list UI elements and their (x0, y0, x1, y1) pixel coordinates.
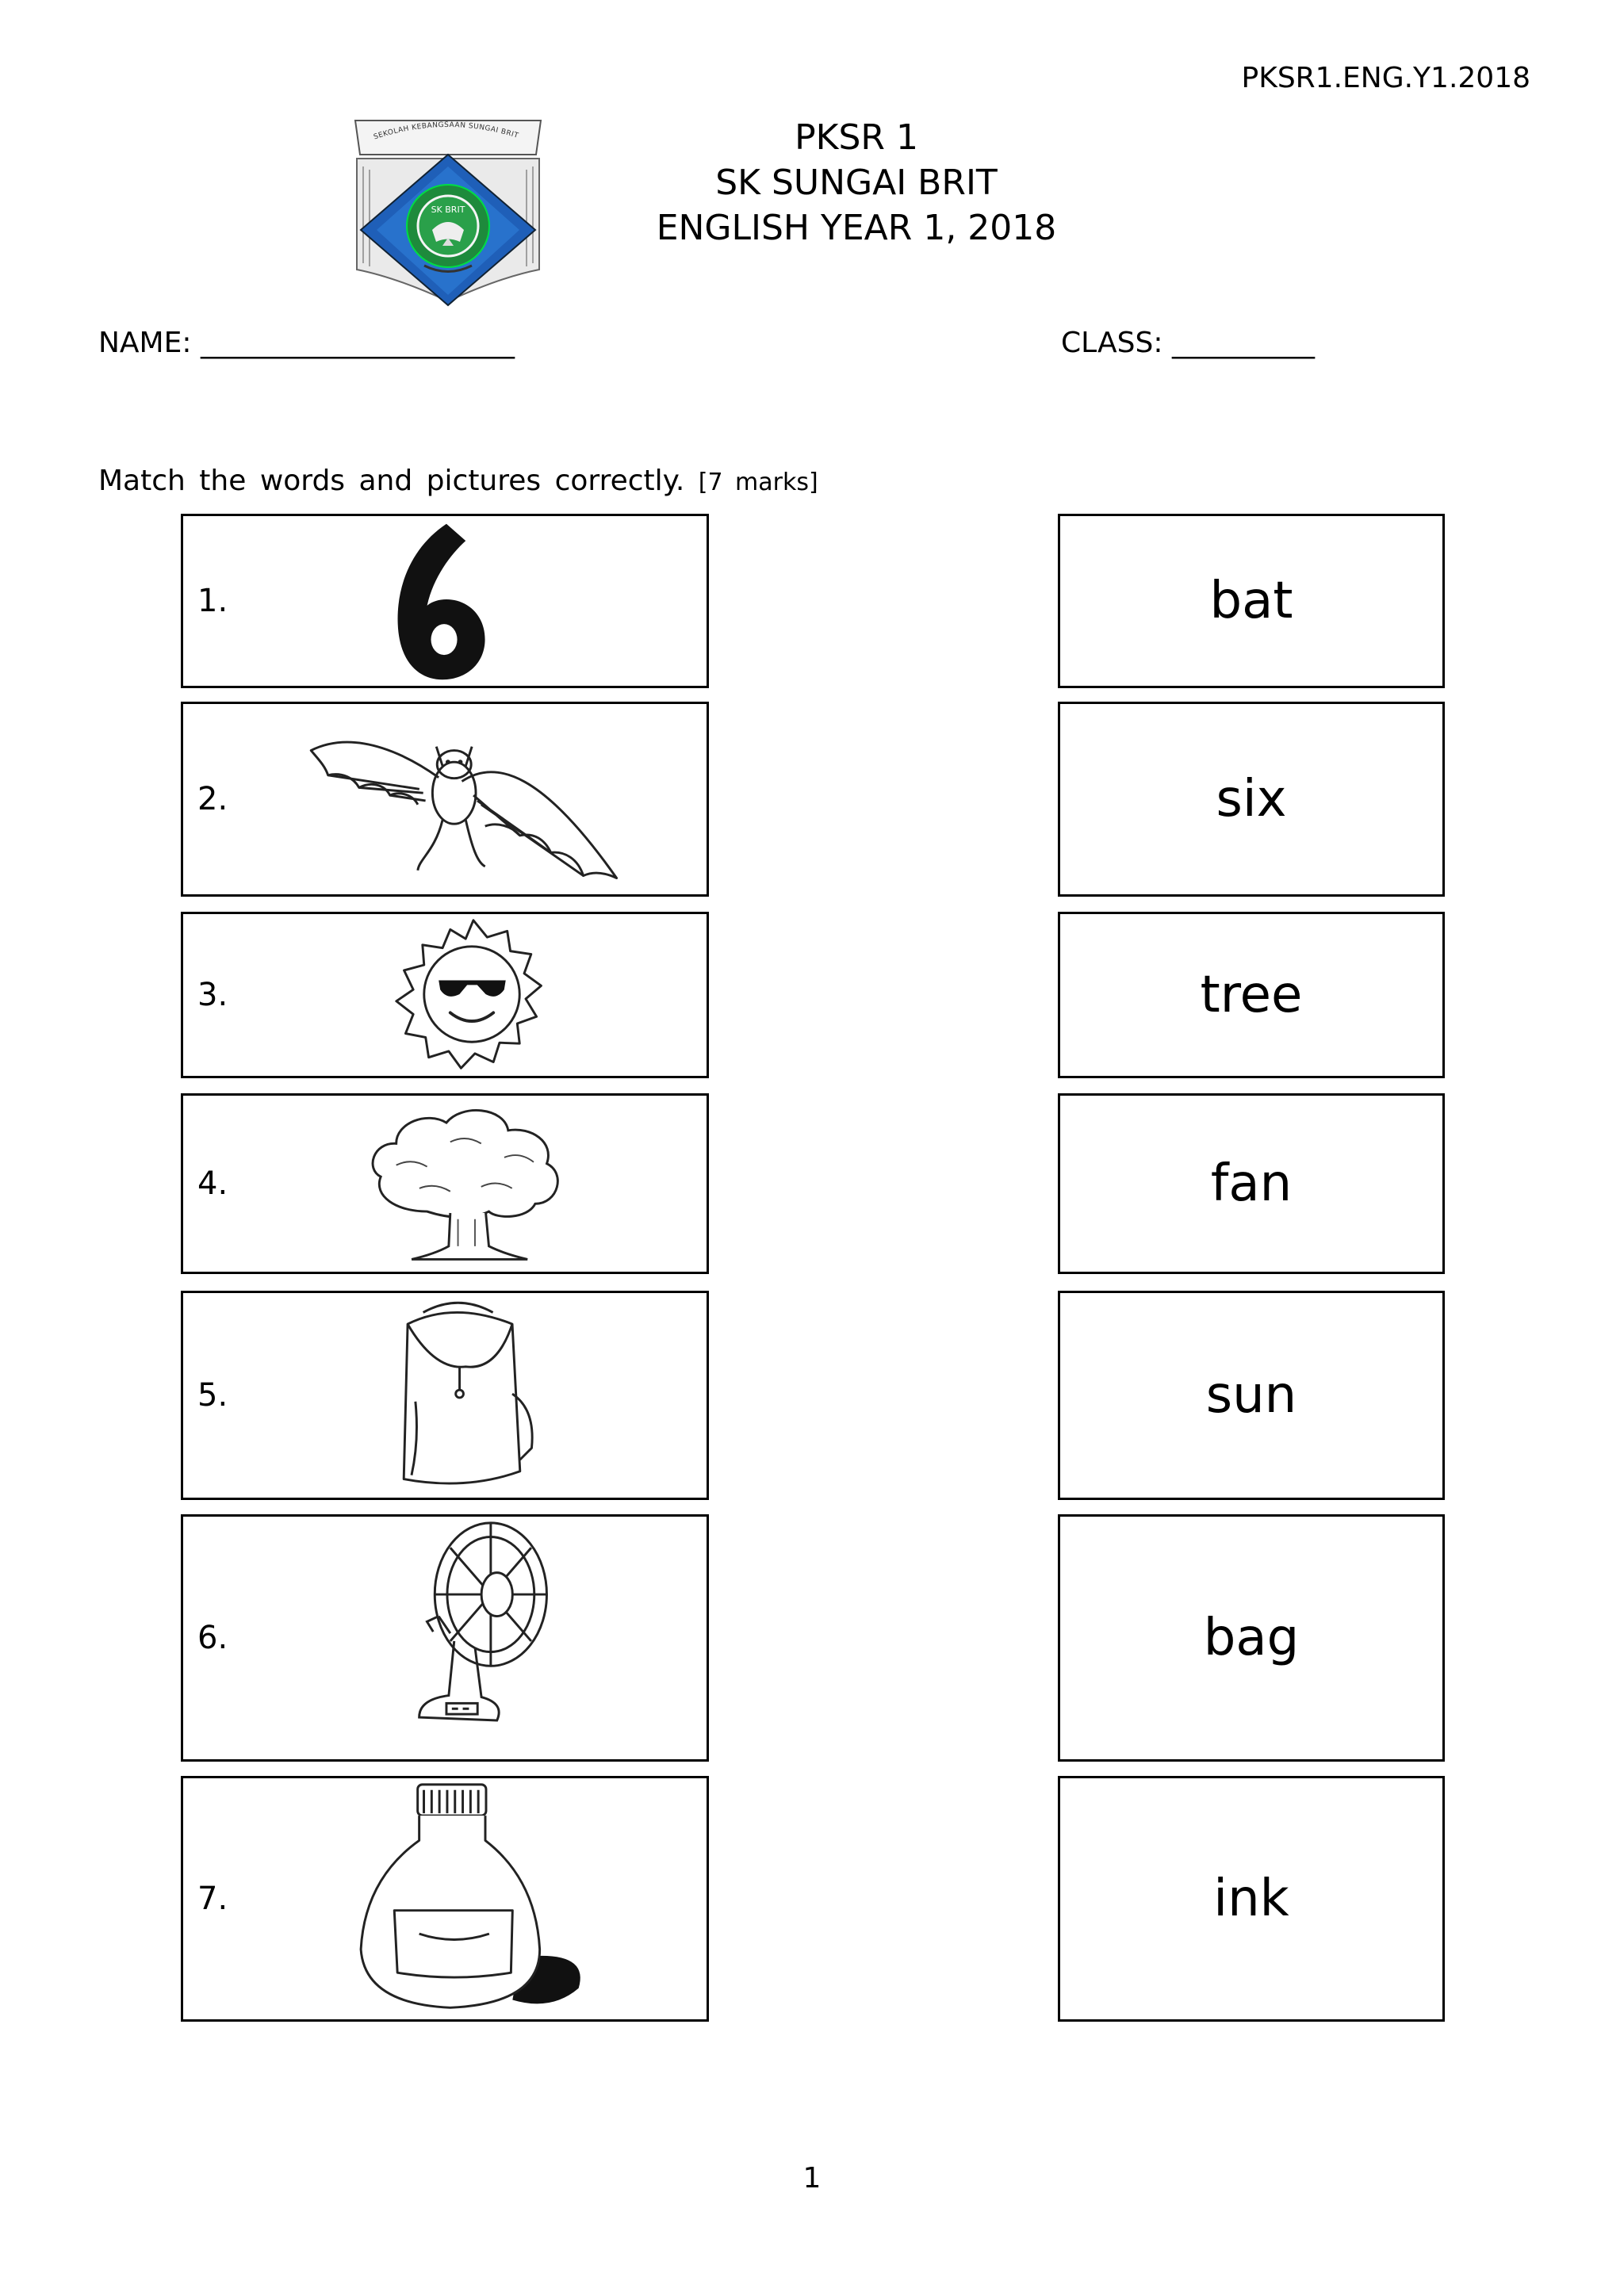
picture-number: 1. (197, 583, 228, 619)
picture-number: 4. (197, 1165, 228, 1202)
name-line[interactable]: ______________________ (200, 327, 515, 359)
name-field[interactable] (98, 327, 515, 359)
word-box-2[interactable] (1058, 702, 1445, 897)
crest-banner-text: SEKOLAH KEBANGSAAN SUNGAI BRIT (373, 121, 520, 142)
picture-box-3[interactable] (181, 912, 709, 1078)
title-line-2: SK SUNGAI BRIT (715, 163, 998, 203)
class-line[interactable]: __________ (1171, 327, 1315, 359)
picture-box-2[interactable] (181, 702, 709, 897)
crest-inner-text: SK BRIT (431, 205, 465, 215)
word-box-7[interactable] (1058, 1776, 1445, 2022)
title-line-3: ENGLISH YEAR 1, 2018 (656, 208, 1057, 248)
word-label: ink (1213, 1869, 1289, 1928)
word-label: tree (1200, 966, 1303, 1024)
picture-box-4[interactable] (181, 1093, 709, 1274)
page-number: 1 (802, 2162, 822, 2195)
word-box-4[interactable] (1058, 1093, 1445, 1274)
picture-box-1[interactable] (181, 514, 709, 688)
bat-icon (183, 704, 707, 894)
instruction (98, 465, 818, 497)
picture-number: 5. (197, 1377, 228, 1414)
picture-number: 7. (197, 1881, 228, 1917)
picture-number: 6. (197, 1620, 228, 1656)
title-line-1: PKSR 1 (795, 117, 918, 158)
sun-icon (183, 914, 707, 1076)
bag-icon (183, 1293, 707, 1498)
ink-bottle-icon (183, 1778, 707, 2019)
fan-icon (183, 1517, 707, 1759)
word-box-1[interactable] (1058, 514, 1445, 688)
tree-icon (183, 1096, 707, 1272)
class-field[interactable] (1061, 327, 1315, 359)
picture-box-6[interactable] (181, 1514, 709, 1762)
word-label: sun (1205, 1366, 1297, 1425)
number-six-icon (183, 516, 707, 686)
picture-number: 2. (197, 781, 228, 817)
picture-box-7[interactable] (181, 1776, 709, 2022)
word-label: six (1216, 770, 1287, 828)
word-label: fan (1210, 1154, 1293, 1213)
word-label: bat (1209, 572, 1293, 630)
word-label: bag (1203, 1609, 1300, 1667)
name-label: NAME: (98, 327, 192, 359)
picture-number: 3. (197, 977, 228, 1013)
word-box-5[interactable] (1058, 1291, 1445, 1500)
picture-box-5[interactable] (181, 1291, 709, 1500)
instruction-text: Match the words and pictures correctly. (98, 465, 685, 497)
marks-label: [7 marks] (698, 469, 818, 496)
word-box-3[interactable] (1058, 912, 1445, 1078)
document-code: PKSR1.ENG.Y1.2018 (1241, 62, 1530, 94)
word-box-6[interactable] (1058, 1514, 1445, 1762)
class-label: CLASS: (1061, 327, 1163, 359)
